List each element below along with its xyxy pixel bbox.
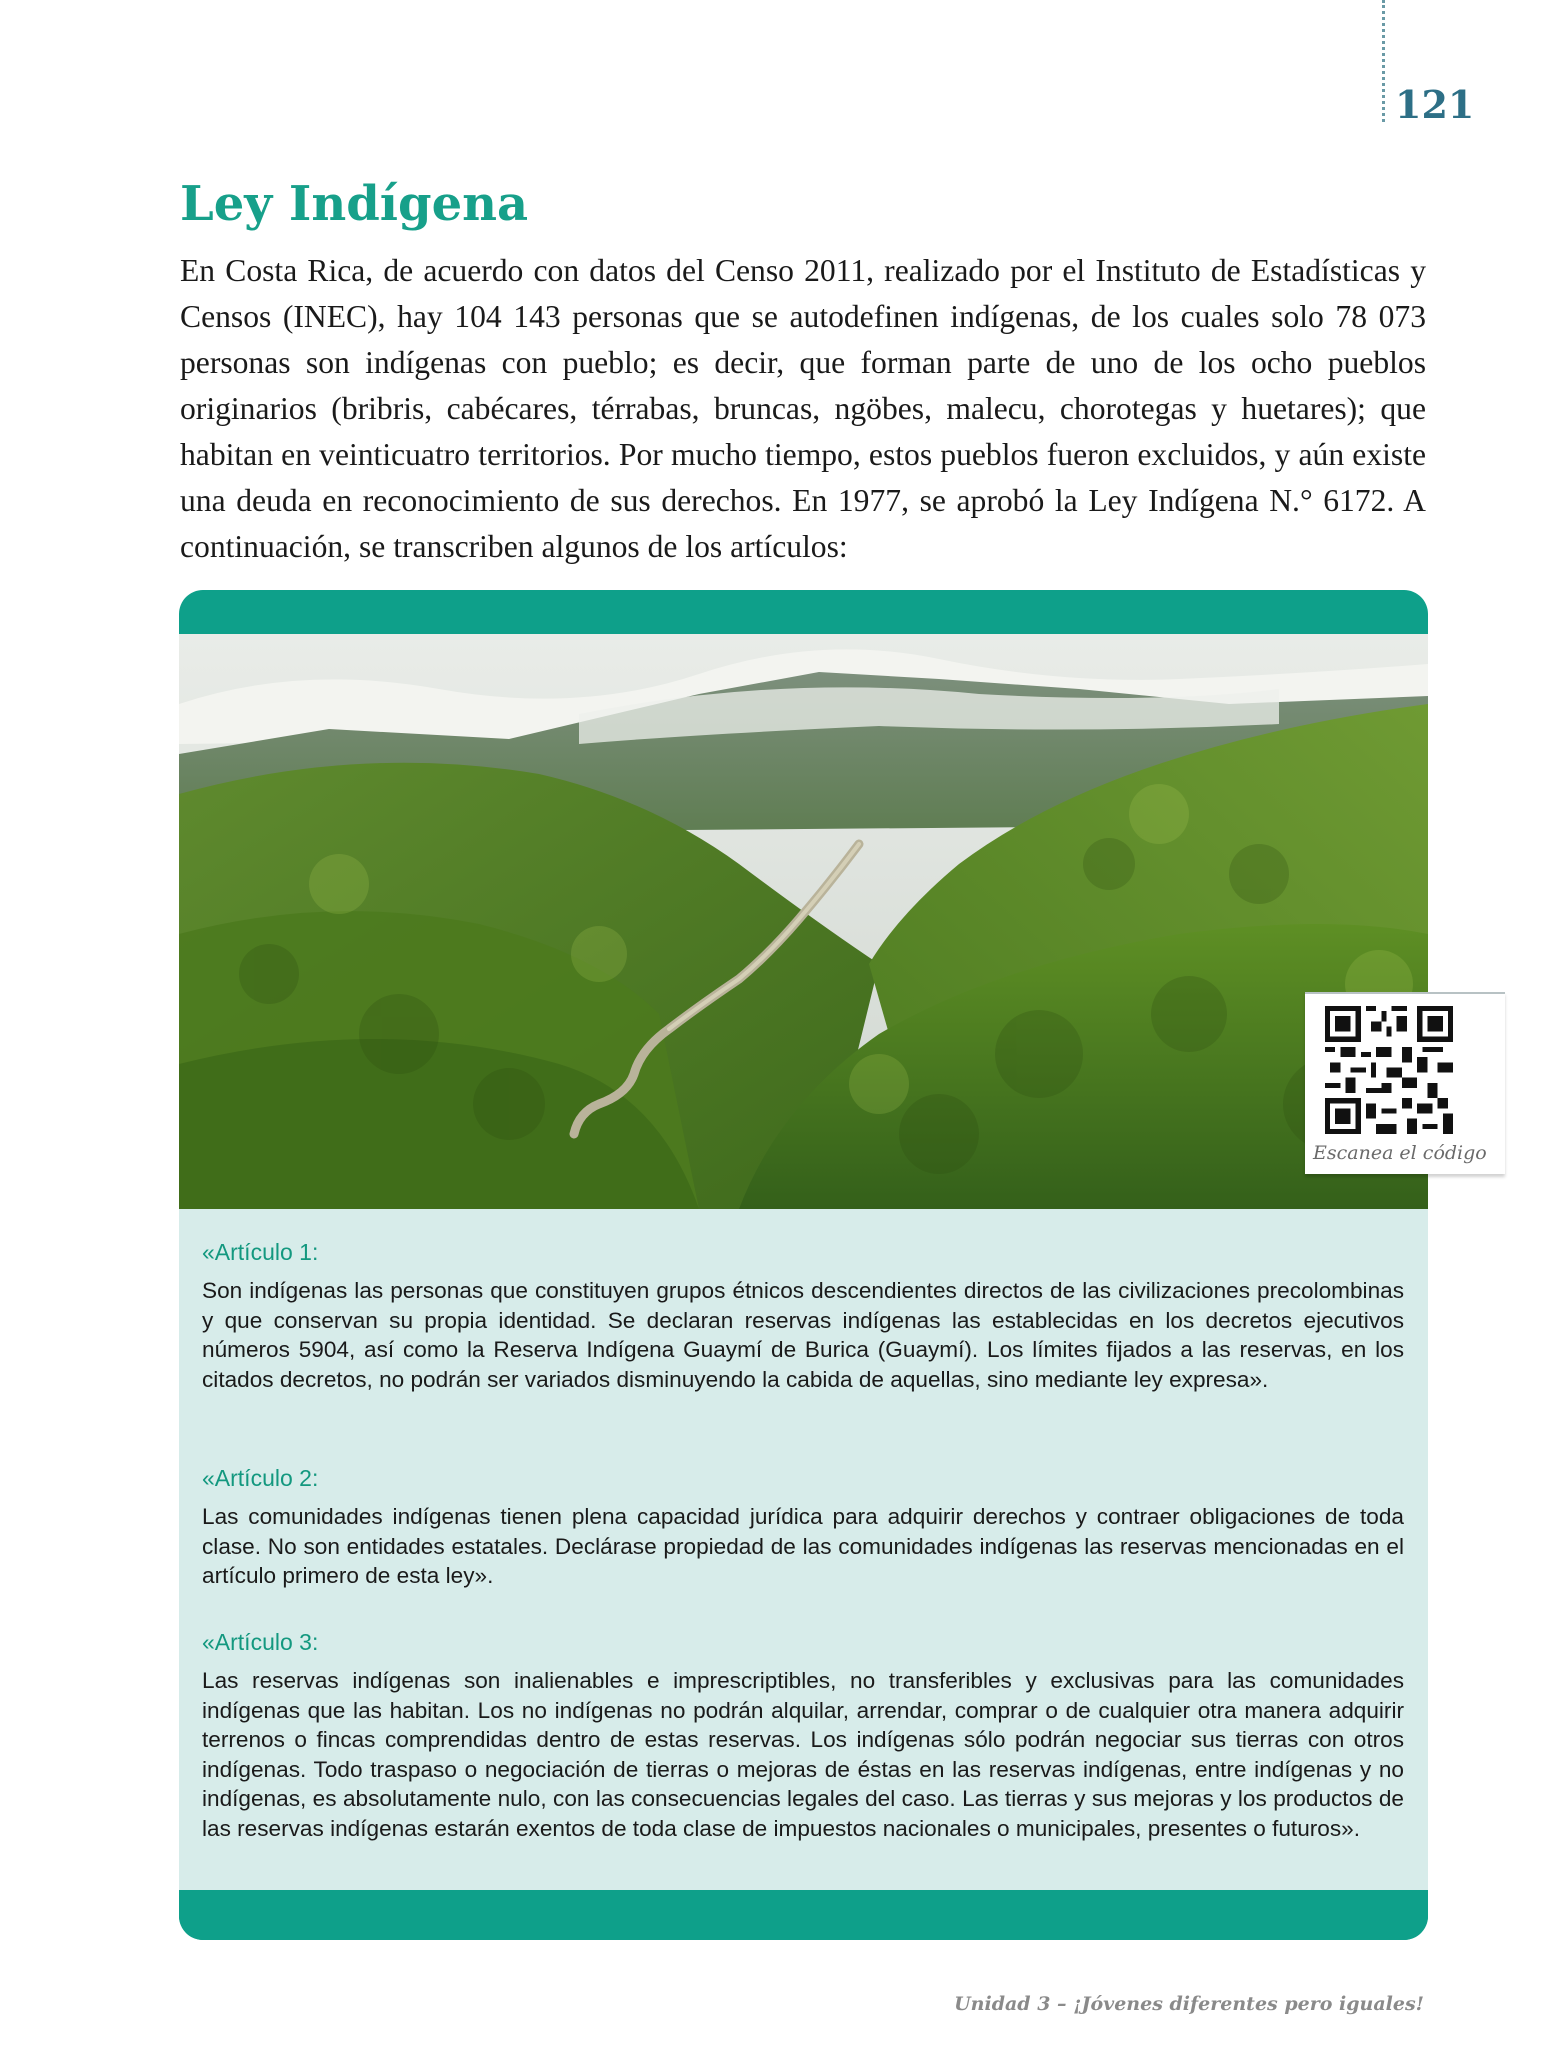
article-heading: «Artículo 1: [202,1239,319,1265]
article-text: Las reservas indígenas son inalienables e imprescriptibles, no transferibles y exclusivas para las comunidades indígenas que las habitan. Los no indígenas no podrán alquilar, arrendar, comprar o de cualquier otra manera adquirir terrenos o fincas comprendidas dentro de estas reservas. Los indígenas sólo podrán negociar sus tierras con otros indígenas. Todo traspaso o negociación de tierras o mejoras de éstas en las reservas indígenas, entre indígenas y no indígenas, es absolutamente nulo, con las consecuencias legales del caso. Las tierras y sus mejoras y los productos de las reservas indígenas estarán exentos de toda clase de impuestos nacionales o municipales, presentes o futuros». [202,1668,1404,1841]
qr-card[interactable] [1305,992,1505,1174]
qr-caption: Escanea el código [1313,1142,1487,1164]
article-text: Las comunidades indígenas tienen plena capacidad jurídica para adquirir derechos y contraer obligaciones de toda clase. No son entidades estatales. Declárase propiedad de las comunidades indígenas las reservas mencionadas en el artículo primero de esta ley». [202,1504,1404,1589]
articles-panel [179,1209,1428,1890]
article-heading: «Artículo 2: [202,1465,319,1491]
article-heading: «Artículo 3: [202,1629,319,1655]
article-1 [202,1239,1404,1394]
page-number: 121 [1395,82,1475,127]
running-footer: Unidad 3 – ¡Jóvenes diferentes pero iguales! [954,1993,1424,2015]
mountain-valley-photo [179,634,1428,1209]
box-bottom-band [179,1890,1428,1940]
section-title: Ley Indígena [180,176,529,232]
article-2 [202,1465,1404,1591]
article-3 [202,1629,1404,1844]
article-text: Son indígenas las personas que constituyen grupos étnicos descendientes directos de las civilizaciones precolombinas y que conservan su propia identidad. Se declaran reservas indígenas las establecidas en los decretos ejecutivos números 5904, así como la Reserva Indígena Guaymí de Burica (Guaymí). Los límites fijados a las reservas, en los citados decretos, no podrán ser variados disminuyendo la cabida de aquellas, sino mediante ley expresa». [202,1278,1404,1392]
box-top-band [179,590,1428,634]
qr-code-icon[interactable] [1325,1006,1453,1134]
page-number-divider [1382,0,1385,122]
law-articles-box [179,590,1428,1940]
intro-paragraph: En Costa Rica, de acuerdo con datos del Censo 2011, realizado por el Instituto de Estadísticas y Censos (INEC), hay 104 143 personas que se autodefinen indígenas, de los cuales solo 78 073 personas son indígenas con pueblo; es decir, que forman parte de uno de los ocho pueblos originarios (bribris, cabécares, térrabas, bruncas, ngöbes, malecu, chorotegas y huetares); que habitan en veinticuatro territorios. Por mucho tiempo, estos pueblos fueron excluidos, y aún existe una deuda en reconocimiento de sus derechos. En 1977, se aprobó la Ley Indígena N.° 6172. A continuación, se transcriben algunos de los artículos: [180,253,1426,564]
